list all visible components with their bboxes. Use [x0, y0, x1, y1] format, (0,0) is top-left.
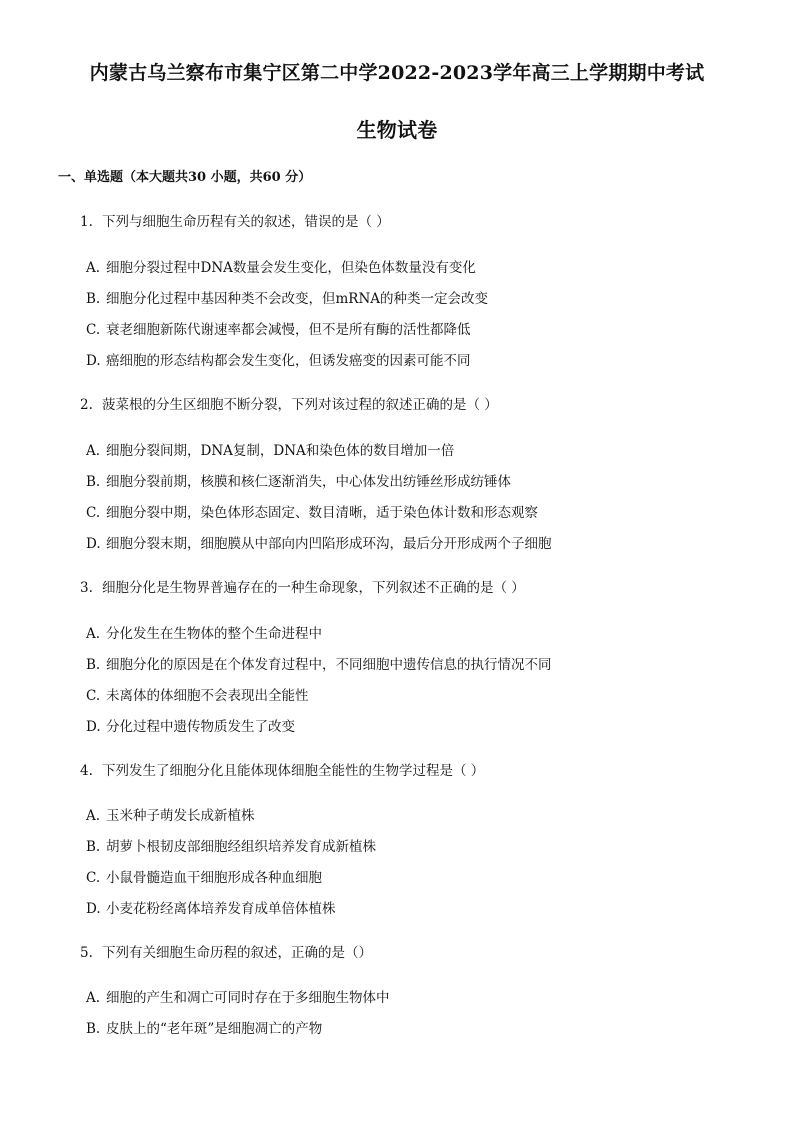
option-label: A. [86, 260, 101, 276]
option-label: D. [86, 536, 101, 552]
option [86, 835, 376, 855]
question-text: 细胞分化是生物界普遍存在的一种生命现象，下列叙述不正确的是（ ） [102, 580, 525, 596]
question-number: 4. [80, 763, 93, 779]
option-label: A. [86, 626, 101, 642]
option-label: D. [86, 901, 101, 917]
option-text: 分化过程中遗传物质发生了改变 [106, 719, 295, 735]
option-label: A. [86, 808, 101, 824]
option-text: 玉米种子萌发长成新植株 [106, 808, 255, 824]
option-label: C. [86, 505, 101, 521]
option-text: 分化发生在生物体的整个生命进程中 [106, 626, 322, 642]
question-stem [80, 576, 525, 596]
option-text: 未离体的体细胞不会表现出全能性 [106, 688, 309, 704]
option-label: B. [86, 657, 101, 673]
question-number: 2. [80, 397, 93, 413]
option [86, 470, 511, 490]
option-text: 皮肤上的“老年斑”是细胞凋亡的产物 [106, 1021, 323, 1037]
option [86, 804, 255, 824]
question-number: 5. [80, 945, 93, 961]
option-label: B. [86, 474, 101, 490]
question-stem [80, 210, 390, 230]
option [86, 715, 295, 735]
option-label: C. [86, 870, 101, 886]
option-text: 细胞分裂末期，细胞膜从中部向内凹陷形成环沟，最后分开形成两个子细胞 [106, 536, 552, 552]
option-text: 小鼠骨髓造血干细胞形成各种血细胞 [106, 870, 322, 886]
option [86, 349, 471, 369]
question-text: 下列有关细胞生命历程的叙述，正确的是（） [102, 945, 372, 961]
option [86, 256, 476, 276]
question-number: 1. [80, 214, 93, 230]
option-text: 细胞分裂前期，核膜和核仁逐渐消失，中心体发出纺锤丝形成纺锤体 [106, 474, 511, 490]
question-text: 下列与细胞生命历程有关的叙述，错误的是（ ） [102, 214, 390, 230]
option-label: B. [86, 839, 101, 855]
option [86, 897, 336, 917]
option [86, 1017, 322, 1037]
exam-subtitle: 生物试卷 [356, 118, 438, 142]
option-text: 细胞分裂过程中DNA数量会发生变化，但染色体数量没有变化 [106, 260, 476, 276]
option-text: 癌细胞的形态结构都会发生变化，但诱发癌变的因素可能不同 [106, 353, 471, 369]
option-text: 细胞分化的原因是在个体发育过程中，不同细胞中遗传信息的执行情况不同 [106, 657, 552, 673]
option-label: D. [86, 353, 101, 369]
question-stem [80, 941, 372, 961]
option-label: C. [86, 322, 101, 338]
option-text: 细胞的产生和凋亡可同时存在于多细胞生物体中 [106, 990, 390, 1006]
option [86, 318, 471, 338]
section-heading: 一、单选题（本大题共30 小题，共60 分） [58, 170, 312, 185]
option [86, 986, 390, 1006]
option [86, 684, 309, 704]
question-text: 下列发生了细胞分化且能体现体细胞全能性的生物学过程是（ ） [102, 763, 485, 779]
question-number: 3. [80, 580, 93, 596]
exam-title: 内蒙古乌兰察布市集宁区第二中学2022-2023学年高三上学期期中考试 [89, 62, 705, 84]
question-stem [80, 759, 484, 779]
option-text: 细胞分化过程中基因种类不会改变，但mRNA的种类一定会改变 [106, 291, 489, 307]
option-label: B. [86, 291, 101, 307]
option [86, 439, 454, 459]
option [86, 622, 322, 642]
option-text: 细胞分裂间期，DNA复制，DNA和染色体的数目增加一倍 [106, 443, 455, 459]
option-label: A. [86, 990, 101, 1006]
option [86, 287, 488, 307]
option-label: B. [86, 1021, 101, 1037]
option-text: 衰老细胞新陈代谢速率都会减慢，但不是所有酶的活性都降低 [106, 322, 471, 338]
option-label: D. [86, 719, 101, 735]
option [86, 866, 322, 886]
question-text: 菠菜根的分生区细胞不断分裂，下列对该过程的叙述正确的是（ ） [102, 397, 498, 413]
option-text: 小麦花粉经离体培养发育成单倍体植株 [106, 901, 336, 917]
option [86, 501, 538, 521]
option-text: 细胞分裂中期，染色体形态固定、数目清晰，适于染色体计数和形态观察 [106, 505, 538, 521]
question-stem [80, 393, 498, 413]
option-label: A. [86, 443, 101, 459]
option [86, 653, 552, 673]
option [86, 532, 552, 552]
option-label: C. [86, 688, 101, 704]
option-text: 胡萝卜根韧皮部细胞经组织培养发育成新植株 [106, 839, 376, 855]
